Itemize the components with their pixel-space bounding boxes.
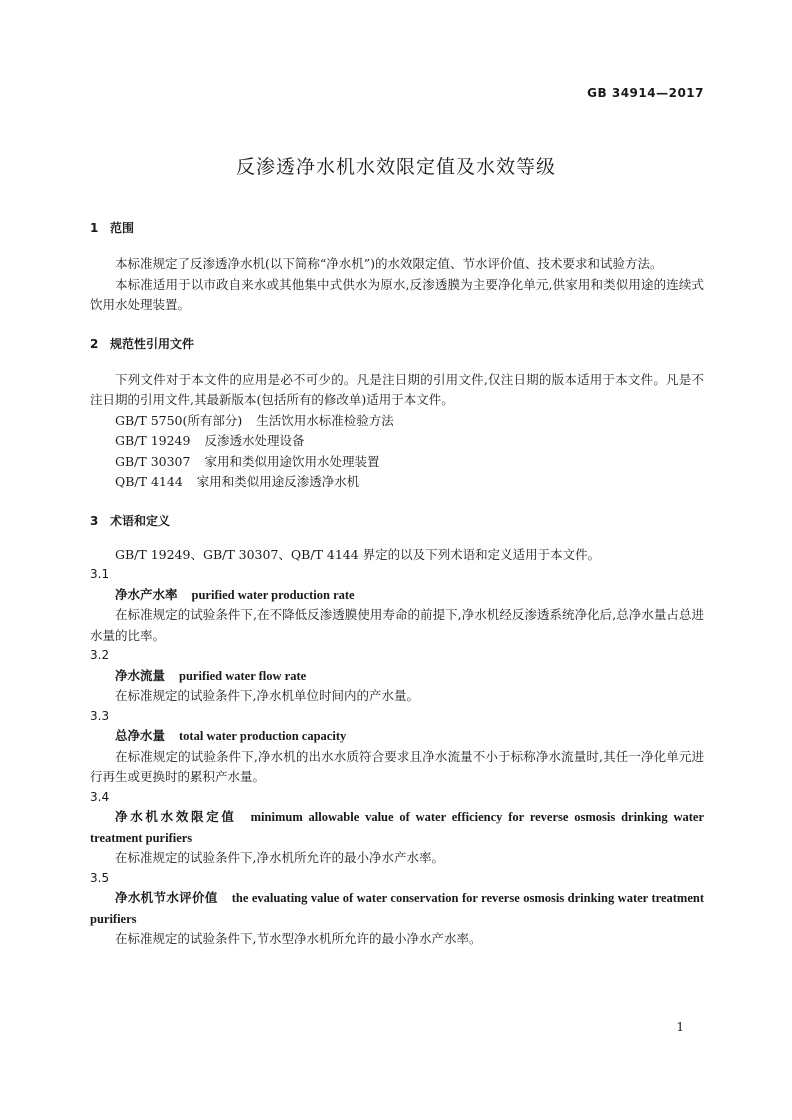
clause-number: 3.5 <box>90 870 110 885</box>
document-title: 反渗透净水机水效限定值及水效等级 <box>235 156 556 178</box>
paragraph: 下列文件对于本文件的应用是必不可少的。凡是注日期的引用文件,仅注日期的版本适用于本文件。凡是不注日期的引用文件,其最新版本(包括所有的修改单)适用于本文件。 <box>90 371 704 407</box>
term-zh: 净水产水率 <box>115 586 178 602</box>
reference-code: GB/T 19249 <box>115 433 191 448</box>
clause-number: 3.4 <box>90 789 110 804</box>
term-definition: 在标准规定的试验条件下,净水机所允许的最小净水产水率。 <box>115 850 444 865</box>
term-heading <box>90 807 704 848</box>
term-zh: 净水流量 <box>115 667 166 683</box>
term-heading <box>90 666 704 687</box>
section-1-heading <box>90 218 704 238</box>
term-en: the evaluating value of water conservation for reverse osmosis drinking water treatment purifiers <box>90 891 704 926</box>
term-heading <box>90 888 704 929</box>
term-definition: 在标准规定的试验条件下,在不降低反渗透膜使用寿命的前提下,净水机经反渗透系统净化后,总净水量占总进水量的比率。 <box>90 607 704 643</box>
term-heading <box>90 726 704 747</box>
section-2-heading <box>90 334 704 354</box>
term-zh: 净水机节水评价值 <box>115 890 218 905</box>
reference-title: 生活饮用水标准检验方法 <box>256 412 394 428</box>
reference-item <box>90 472 704 493</box>
reference-code: QB/T 4144 <box>115 474 183 489</box>
clause-number: 3.3 <box>90 708 110 723</box>
section-title: 范围 <box>110 221 135 235</box>
term-zh: 总净水量 <box>115 728 166 743</box>
term-en: total water production capacity <box>179 729 347 743</box>
paragraph: 本标准适用于以市政自来水或其他集中式供水为原水,反渗透膜为主要净化单元,供家用和类似用途的连续式饮用水处理装置。 <box>90 276 704 312</box>
reference-title: 家用和类似用途反渗透净水机 <box>196 474 360 489</box>
reference-code: GB/T 5750(所有部分) <box>115 412 243 428</box>
term-en: purified water production rate <box>191 587 355 602</box>
reference-code: GB/T 30307 <box>115 453 191 469</box>
term-definition: 在标准规定的试验条件下,净水机的出水水质符合要求且净水流量不小于标称净水流量时,其任一净化单元进行再生或更换时的累积产水量。 <box>90 748 704 784</box>
page-number: 1 <box>676 1020 684 1034</box>
term-en: purified water flow rate <box>179 668 307 683</box>
reference-item <box>90 431 704 452</box>
reference-item <box>90 411 704 432</box>
term-heading <box>90 585 704 606</box>
paragraph: 本标准规定了反渗透净水机(以下简称“净水机”)的水效限定值、节水评价值、技术要求和试验方法。 <box>115 256 663 271</box>
term-definition: 在标准规定的试验条件下,节水型净水机所允许的最小净水产水率。 <box>115 931 482 946</box>
standard-number: GB 34914—2017 <box>587 86 704 100</box>
section-title: 术语和定义 <box>110 513 171 528</box>
clause-number: 3.2 <box>90 648 110 662</box>
section-3-heading <box>90 511 704 531</box>
reference-item <box>90 452 704 473</box>
clause-number: 3.1 <box>90 567 110 581</box>
term-en: minimum allowable value of water efficiency for reverse osmosis drinking water treatment purifiers <box>90 810 704 845</box>
section-number: 1 <box>90 221 99 235</box>
paragraph: GB/T 19249、GB/T 30307、QB/T 4144 界定的以及下列术语和定义适用于本文件。 <box>115 546 601 562</box>
section-number: 3 <box>90 513 99 528</box>
term-definition: 在标准规定的试验条件下,净水机单位时间内的产水量。 <box>115 688 419 703</box>
section-title: 规范性引用文件 <box>110 336 195 351</box>
section-number: 2 <box>90 336 99 351</box>
document-body <box>90 218 704 950</box>
reference-title: 家用和类似用途饮用水处理装置 <box>204 453 380 469</box>
term-zh: 净水机水效限定值 <box>115 809 237 824</box>
reference-title: 反渗透水处理设备 <box>204 433 305 448</box>
